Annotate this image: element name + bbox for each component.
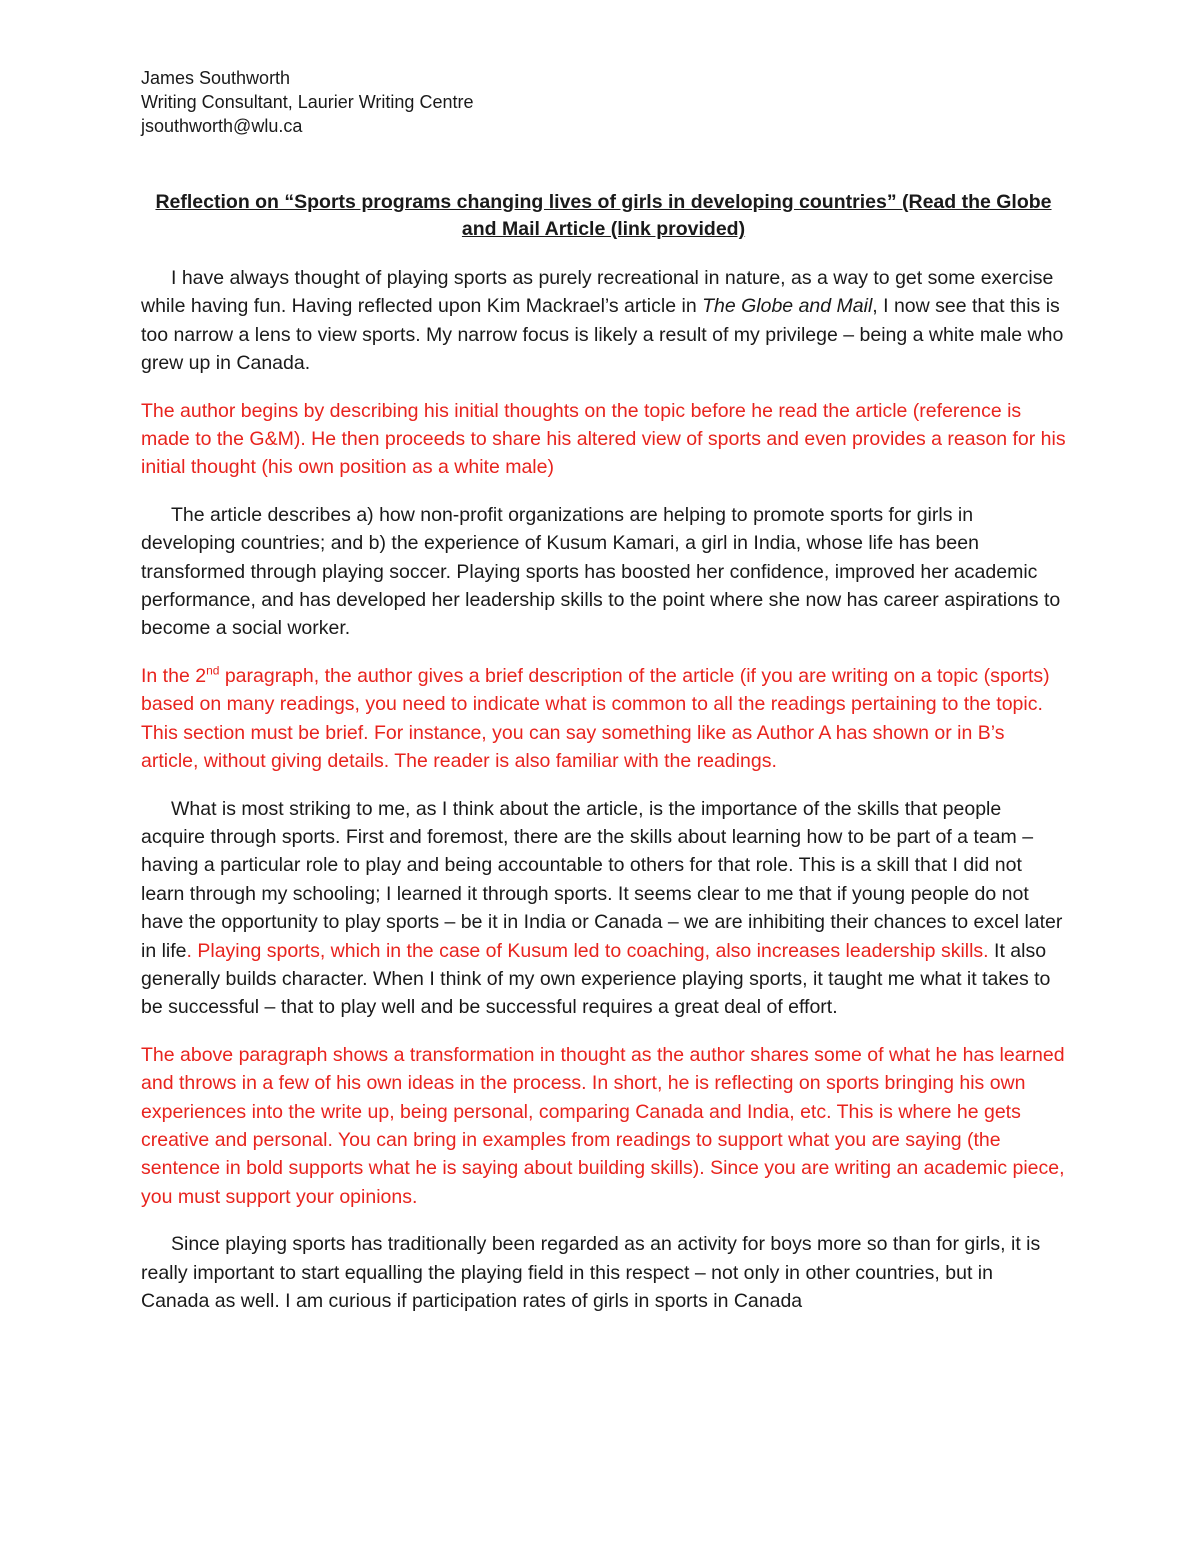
author-name: James Southworth [141, 68, 291, 88]
author-email: jsouthworth@wlu.ca [141, 116, 303, 136]
c2-text-after: paragraph, the author gives a brief description of the article (if you are writing on a topic (sports) based on many readings, you need to indicate what is common to all the readings pertaining to the topic. This section must be brief. For instance, you can say something like as Author A has shown or in B’s article, without giving details. The reader is also familiar with the readings. [141, 664, 1050, 773]
author-role: Writing Consultant, Laurier Writing Centre [141, 92, 474, 112]
body-paragraph-3 [141, 795, 1066, 1022]
p1-publication-title: The Globe and Mail [702, 295, 873, 318]
p3-text-before: What is most striking to me, as I think about the article, is the importance of the skills that people acquire through sports. First and foremost, there are the skills about learning how to be part of a team – having a particular role to play and being accountable to others for that role. This is a skill that I did not learn through my schooling; I learned it through sports. It seems clear to me that if young people do not have the opportunity to play sports – be it in India or Canada – we are inhibiting their chances to excel later in life [141, 797, 1063, 962]
comment-paragraph-1: The author begins by describing his initial thoughts on the topic before he read the article (reference is made to the G&M). He then proceeds to share his altered view of sports and even provides a reason for his initial thought (his own position as a white male) [141, 399, 1066, 479]
c2-text-before: In the 2 [141, 664, 207, 687]
p3-text-after: It also generally builds character. When I think of my own experience playing sports, it taught me what it takes to be successful – that to play well and be successful requires a great deal of effort. [141, 939, 1051, 1019]
body-paragraph-2: The article describes a) how non-profit organizations are helping to promote sports for girls in developing countries; and b) the experience of Kusum Kamari, a girl in India, whose life has been transformed through playing soccer. Playing sports has boosted her confidence, improved her academic performance, and has developed her leadership skills to the point where she now has career aspirations to become a social worker. [141, 503, 1061, 640]
comment-paragraph-2 [141, 662, 1066, 776]
c2-superscript: nd [206, 663, 220, 678]
p1-text-before: I have always thought of playing sports as purely recreational in nature, as a way to get some exercise while having fun. Having reflected upon Kim Mackrael’s article in [141, 267, 1054, 318]
p3-highlighted-sentence: . Playing sports, which in the case of Kusum led to coaching, also increases leadership skills. [186, 939, 989, 962]
body-paragraph-1 [141, 264, 1066, 378]
document-title: Reflection on “Sports programs changing lives of girls in developing countries” (Read the Globe and Mail Article (link provided) [155, 191, 1052, 240]
document-page [141, 66, 1066, 1334]
body-paragraph-4: Since playing sports has traditionally been regarded as an activity for boys more so than for girls, it is really important to start equalling the playing field in this respect – not only in other countries, but in Canada as well. I am curious if participation rates of girls in sports in Canada [141, 1233, 1041, 1312]
author-header [141, 66, 1066, 138]
p1-text-after: , I now see that this is too narrow a lens to view sports. My narrow focus is likely a result of my privilege – being a white male who grew up in Canada. [141, 295, 1064, 375]
comment-paragraph-3: The above paragraph shows a transformation in thought as the author shares some of what he has learned and throws in a few of his own ideas in the process. In short, he is reflecting on sports bringing his own experiences into the write up, being personal, comparing Canada and India, etc. This is where he gets creative and personal. You can bring in examples from readings to support what you are saying (the sentence in bold supports what he is saying about building skills). Since you are writing an academic piece, you must support your opinions. [141, 1043, 1065, 1208]
